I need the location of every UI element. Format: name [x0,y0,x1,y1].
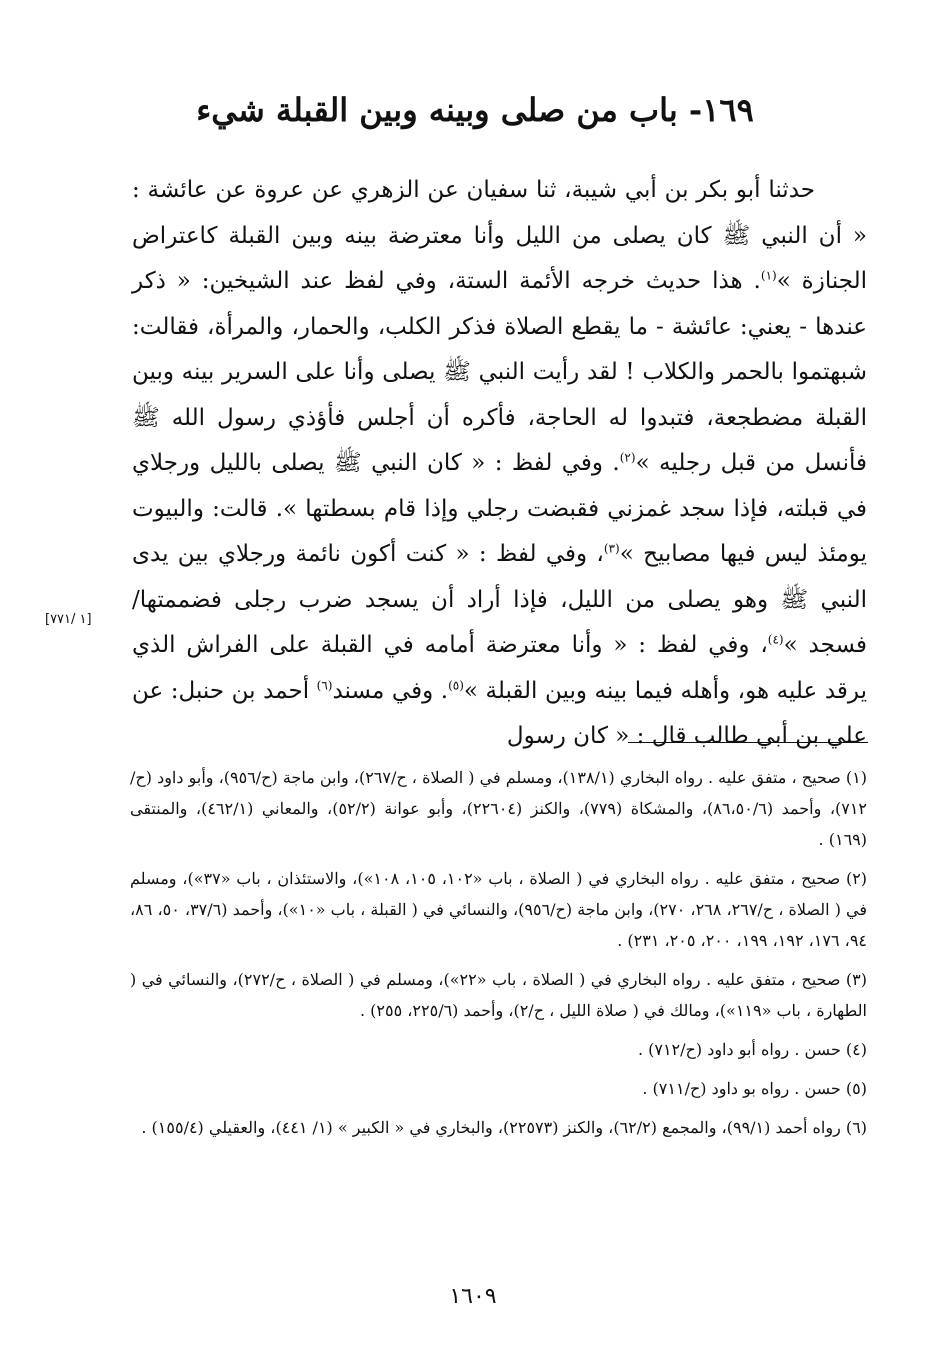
footnote-5: (٥) حسن . رواه بو داود (ح/٧١١) . [642,1079,867,1098]
text-segment-6: . وفي مسند [332,677,449,704]
text-segment-7: أحمد بن حنبل: عن علي بن أبي طالب قال : « كان رسول [132,677,867,749]
footnote-1: (١) صحيح ، متفق عليه . رواه البخاري (١٣٨/١)، ومسلم في ( الصلاة ، ح/٢٦٧)، وابن ماجة (ح/٩٥٦)، وأبو داود (ح/٧١٢)، وأحمد (٨٦،٥٠/٦)، والمشكاة (٧٧٩)، والكنز (٢٢٦٠٤)، وأبو عوانة (٥٢/٢)، والمعاني (٤٦٢/١)، والمنتقى (١٦٩) . [130,768,867,849]
footnote-separator [628,742,868,743]
footnote-ref-1: (١) [760,268,777,283]
margin-page-reference: [١ /٧٧١] [45,612,92,627]
text-segment-3: . وفي لفظ : « كان النبي ﷺ يصلى بالليل ورجلاي في قبلته، فإذا سجد غمزني فقبضت رجلي وإذا قام بسطتها ». قالت: والبيوت يومئذ ليس فيها مصابيح » [132,450,867,567]
text-segment-5: ، وفي لفظ : « وأنا معترضة أمامه في القبلة على الفراش الذي يرقد عليه هو، وأهله فيما بينه وبين القبلة » [132,632,867,704]
main-text [132,168,867,760]
text-segment-1: حدثنا أبو بكر بن أبي شيبة، ثنا سفيان عن الزهري عن عروة عن عائشة : « أن النبي ﷺ كان يصلى من الليل وأنا معترضة بينه وبين القبلة كاعتراض الجنازة » [132,177,868,294]
footnote-2: (٢) صحيح ، متفق عليه . رواه البخاري في ( الصلاة ، باب «١٠٢، ١٠٥، ١٠٨»)، والاستئذان ، باب «٣٧»)، ومسلم في ( الصلاة ، ح/٢٦٧، ٢٦٨، ٢٧٠)، وابن ماجة (ح/٩٥٦)، والنسائي في ( القبلة ، باب «١٠»)، وأحمد (٣٧/٦، ٥٠، ٨٦، ٩٤، ١٧٦، ١٩٢، ١٩٩، ٢٠٠، ٢٠٥، ٢٣١) . [130,869,868,950]
footnote-ref-5: (٥) [448,677,464,692]
text-segment-4: ، وفي لفظ : « كنت أكون نائمة ورجلاي بين يدى النبي ﷺ وهو يصلى من الليل، فإذا أراد أن يسجد ضرب رجلى فضممتها/ فسجد » [132,541,867,658]
text-segment-2: . هذا حديث خرجه الأئمة الستة، وفي لفظ عند الشيخين: « ذكر عندها - يعني: عائشة - ما يقطع الصلاة فذكر الكلب، والحمار، والمرأة، فقالت: شبهتموا بالحمر والكلاب ! لقد رأيت النبي ﷺ يصلى وأنا على السرير بينه وبين القبلة مضطجعة، فتبدوا له الحاجة، فأكره أن أجلس فأؤذي رسول الله ﷺ فأنسل من قبل رجليه » [132,268,867,476]
footnotes [130,762,867,1151]
chapter-heading: ١٦٩- باب من صلى وبينه وبين القبلة شيء [196,91,754,129]
footnote-ref-2: (٢) [619,450,636,465]
footnote-3: (٣) صحيح ، متفق عليه . رواه البخاري في ( الصلاة ، باب «٢٢»)، ومسلم في ( الصلاة ، ح/٢٧٢)، والنسائي في ( الطهارة ، باب «١١٩»)، ومالك في ( صلاة الليل ، ح/٢)، وأحمد (٢٢٥/٦، ٢٥٥) . [130,970,867,1020]
footnote-6: (٦) رواه أحمد (٩٩/١)، والمجمع (٦٢/٢)، والكنز (٢٢٥٧٣)، والبخاري في « الكبير » (١/ ٤٤١)، والعقيلي (١٥٥/٤) . [141,1118,867,1137]
footnote-ref-3: (٣) [603,541,620,556]
main-paragraph [132,168,867,760]
page-number: ١٦٠٩ [449,1284,497,1309]
footnote-ref-6: (٦) [316,677,333,692]
footnote-4: (٤) حسن . رواه أبو داود (ح/٧١٢) . [637,1040,867,1059]
footnote-ref-4: (٤) [767,632,784,647]
